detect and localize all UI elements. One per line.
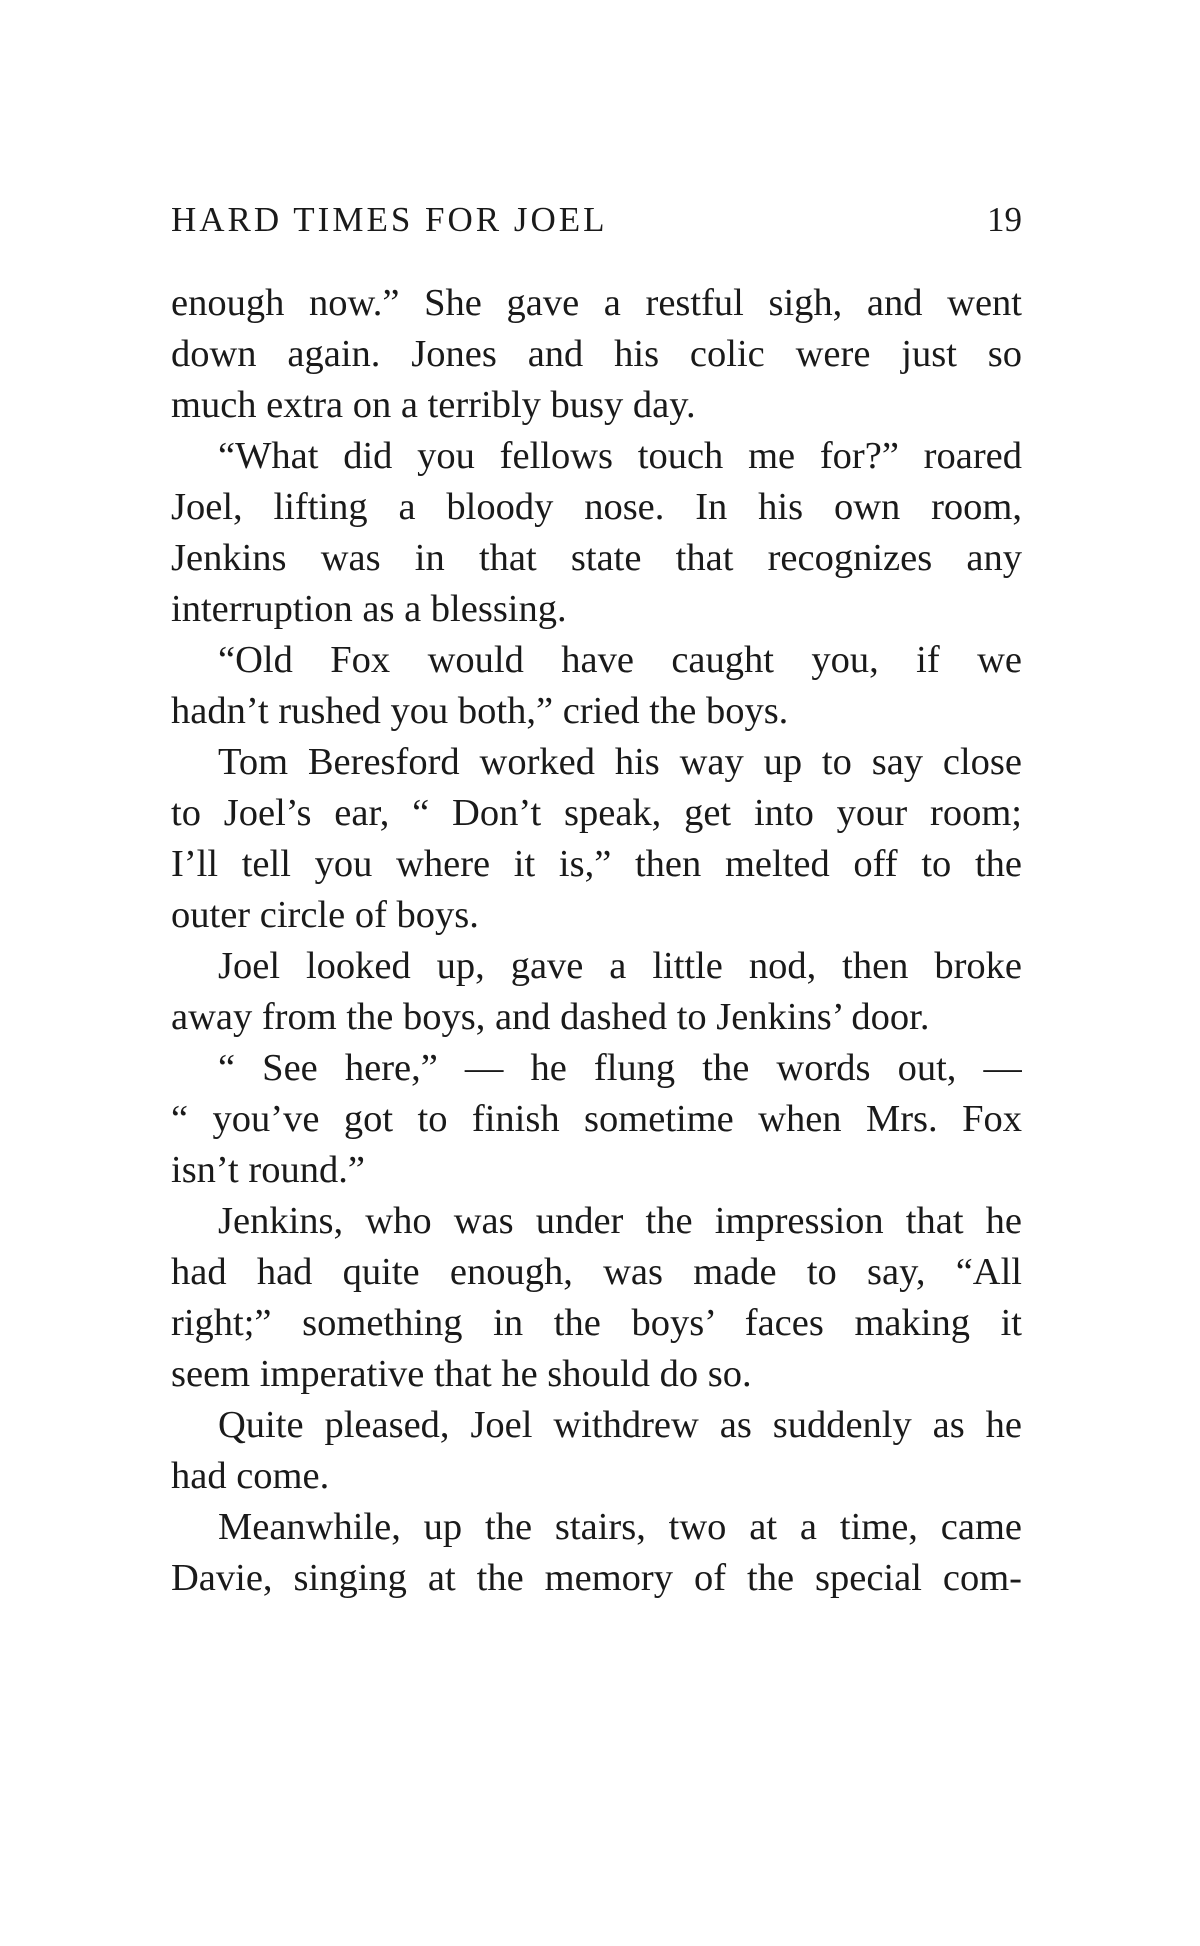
text-line: Jenkins, who was under the impression that he: [218, 1200, 1022, 1242]
text-line: much extra on a terribly busy day.: [171, 384, 696, 426]
text-line: Meanwhile, up the stairs, two at a time, came: [218, 1506, 1022, 1548]
text-line: seem imperative that he should do so.: [171, 1353, 752, 1395]
text-line: Quite pleased, Joel withdrew as suddenly as he: [218, 1404, 1022, 1446]
text-line: Davie, singing at the memory of the special com-: [171, 1557, 1022, 1599]
text-line: right;” something in the boys’ faces making it: [171, 1302, 1022, 1344]
text-line: had come.: [171, 1455, 330, 1497]
text-line: “What did you fellows touch me for?” roared: [218, 435, 1022, 477]
text-line: Jenkins was in that state that recognizes any: [171, 537, 1022, 579]
text-line: “ you’ve got to finish sometime when Mrs. Fox: [171, 1098, 1022, 1140]
text-line: Tom Beresford worked his way up to say close: [218, 741, 1022, 783]
page-number: 19: [987, 200, 1022, 239]
text-line: Joel looked up, gave a little nod, then broke: [218, 945, 1022, 987]
text-line: I’ll tell you where it is,” then melted off to the: [171, 843, 1022, 885]
text-line: outer circle of boys.: [171, 894, 479, 936]
text-line: down again. Jones and his colic were just so: [171, 333, 1022, 375]
text-line: to Joel’s ear, “ Don’t speak, get into your room;: [171, 792, 1022, 834]
running-title: HARD TIMES FOR JOEL: [171, 200, 608, 239]
body-text: [171, 278, 1022, 1604]
text-line: enough now.” She gave a restful sigh, and went: [171, 282, 1022, 324]
text-line: interruption as a blessing.: [171, 588, 567, 630]
text-line: “Old Fox would have caught you, if we: [218, 639, 1022, 681]
text-line: isn’t round.”: [171, 1149, 365, 1191]
text-line: had had quite enough, was made to say, “All: [171, 1251, 1022, 1293]
text-line: away from the boys, and dashed to Jenkins’ door.: [171, 996, 930, 1038]
running-head: [171, 196, 1022, 244]
text-line: hadn’t rushed you both,” cried the boys.: [171, 690, 789, 732]
text-line: Joel, lifting a bloody nose. In his own room,: [171, 486, 1022, 528]
text-line: “ See here,” — he flung the words out, —: [218, 1047, 1022, 1089]
